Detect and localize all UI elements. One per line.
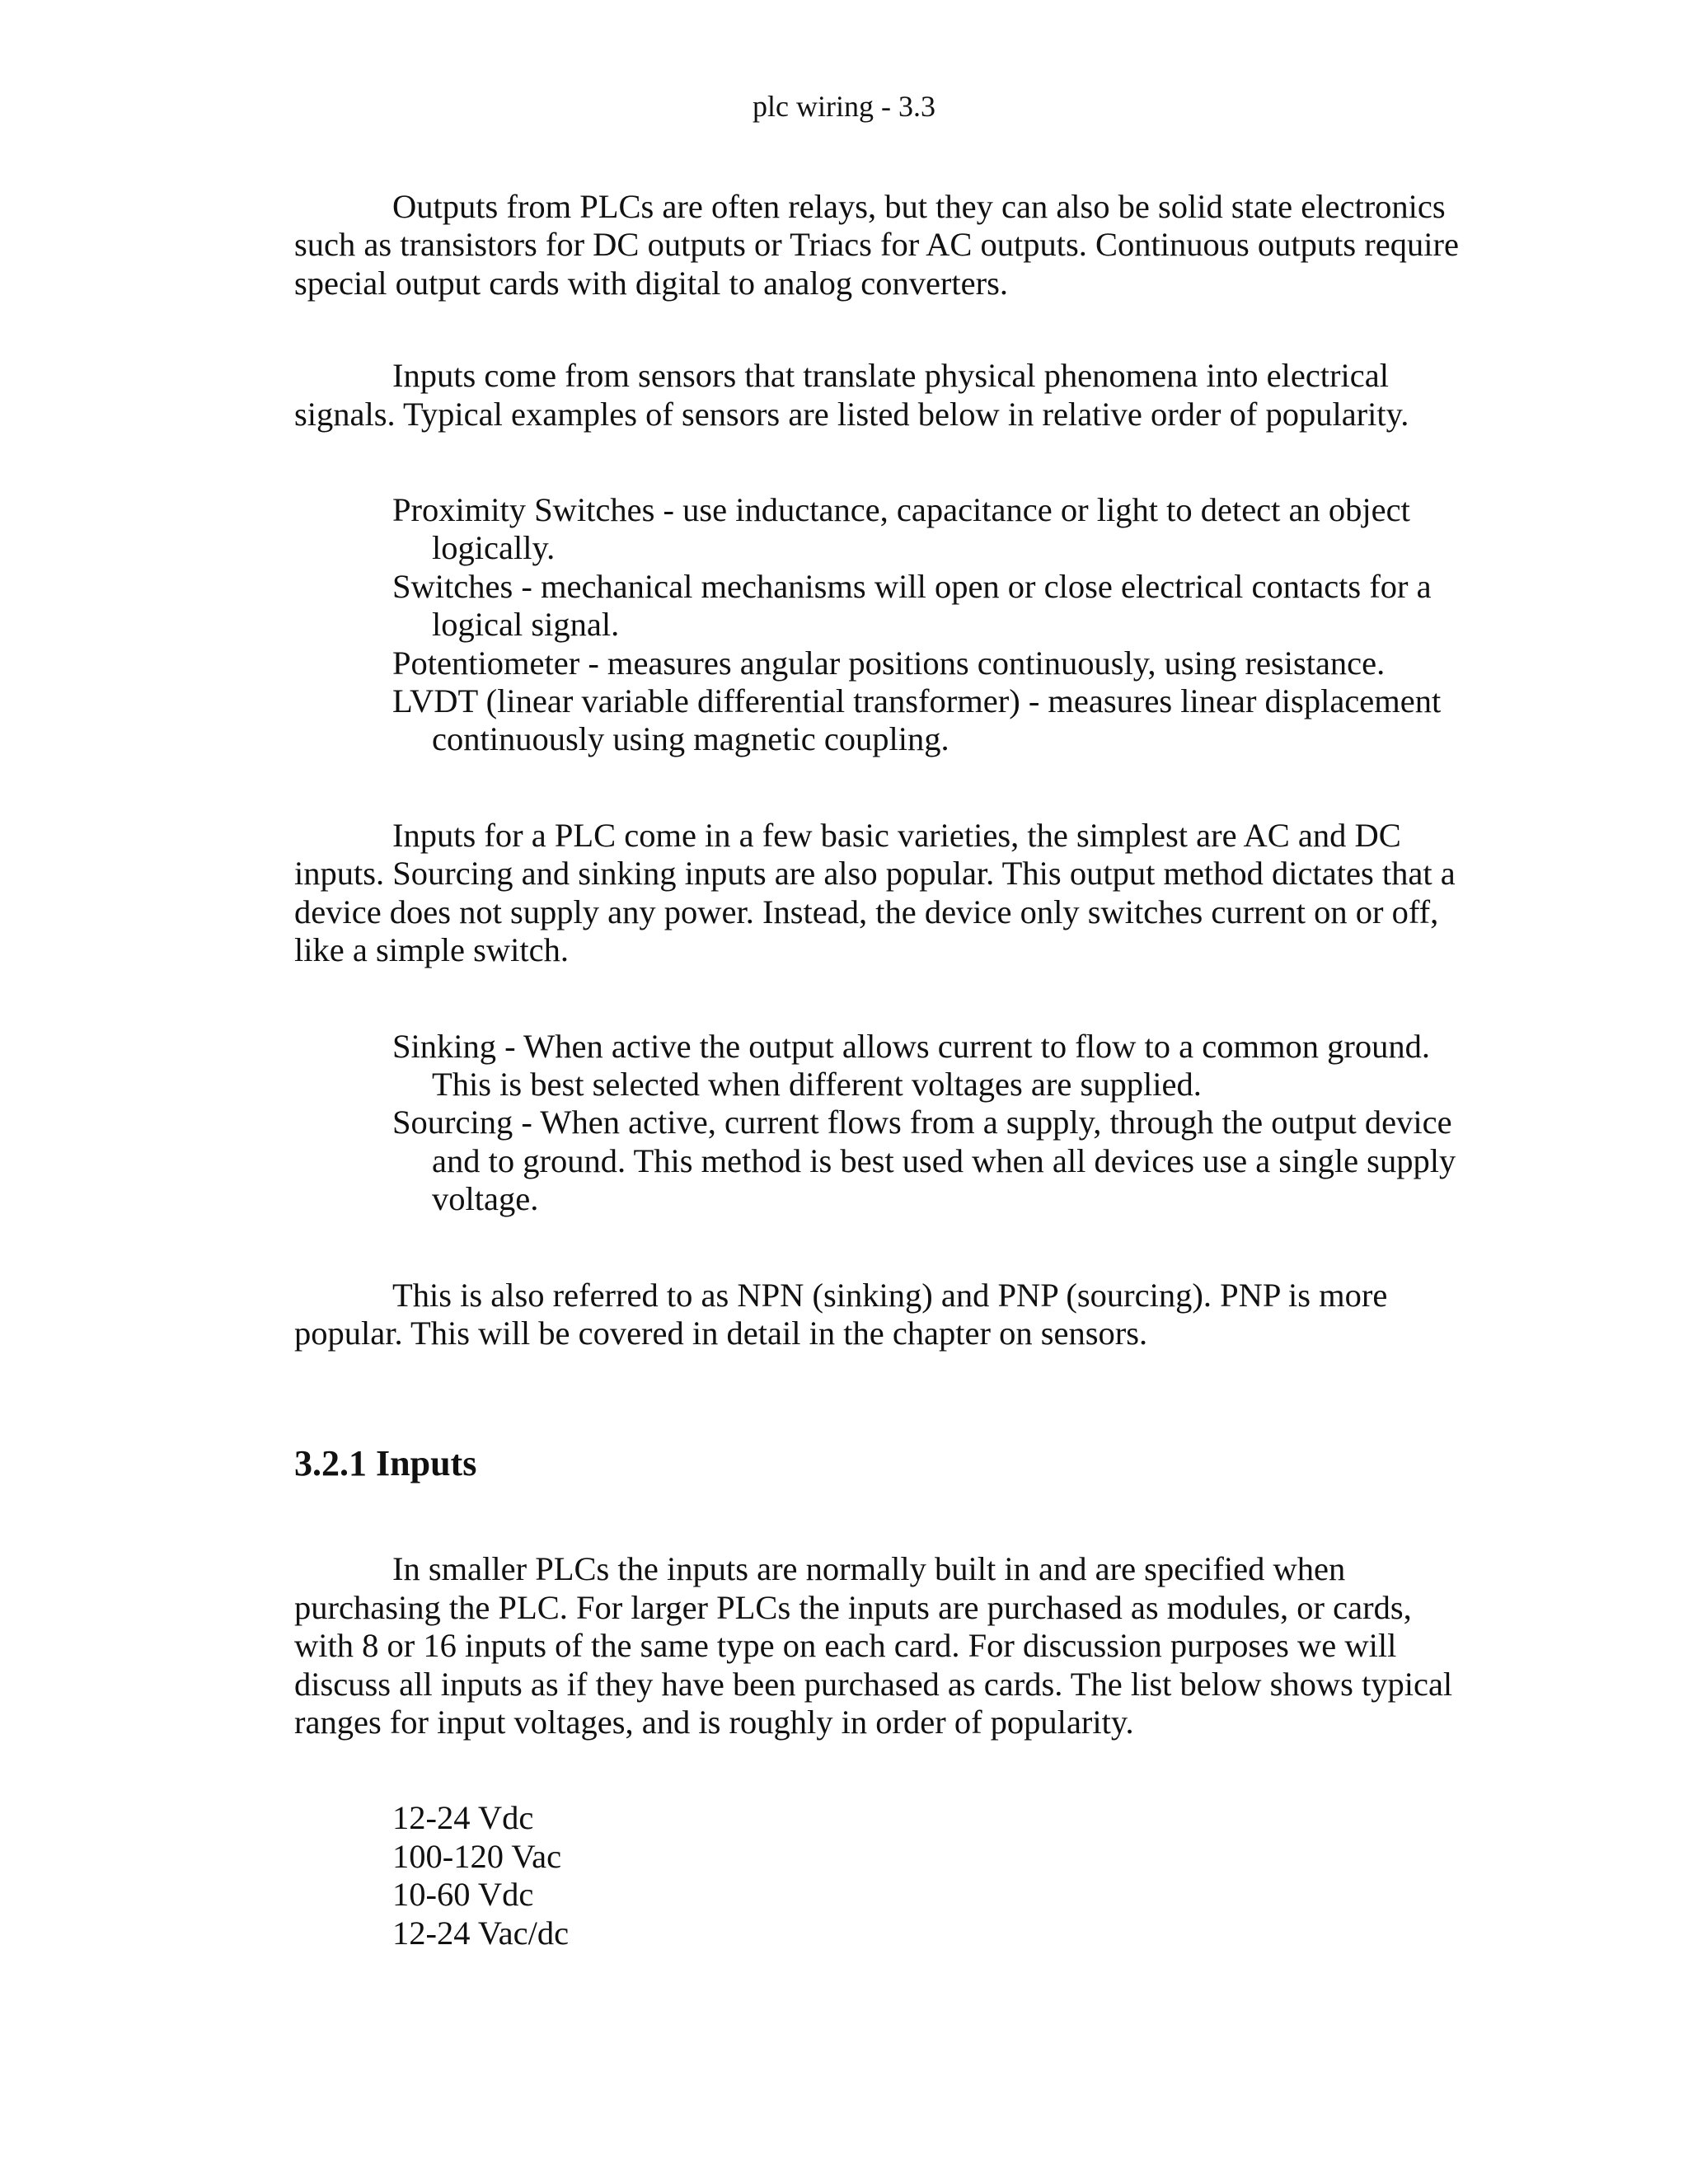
- sensor-item-proximity-switches: Proximity Switches - use inductance, capacitance or light to detect an object logically.: [392, 491, 1410, 567]
- sensor-item-switches: Switches - mechanical mechanisms will open or close electrical contacts for a logical signal.: [392, 567, 1432, 644]
- voltage-range-item: 100-120 Vac: [392, 1837, 562, 1875]
- output-type-sinking: Sinking - When active the output allows current to flow to a common ground. This is best selected when different voltages are supplied.: [392, 1027, 1431, 1103]
- spacer: [294, 759, 1465, 817]
- running-header: plc wiring - 3.3: [753, 90, 935, 123]
- npn-pnp-paragraph: This is also referred to as NPN (sinking) and PNP (sourcing). PNP is more popular. This will be covered in detail in the chapter on sensors.: [294, 1276, 1388, 1352]
- voltage-range-list: [392, 1799, 1465, 1952]
- spacer: [294, 970, 1465, 1028]
- inputs-intro-paragraph: Inputs come from sensors that translate physical phenomena into electrical signals. Typical examples of sensors are listed below in relative order of popularity.: [294, 357, 1409, 433]
- voltage-range-item: 12-24 Vac/dc: [392, 1914, 570, 1952]
- input-varieties-paragraph: Inputs for a PLC come in a few basic varieties, the simplest are AC and DC inputs. Sourcing and sinking inputs are also popular. This output method dictates that a device does not supply any power. Instead, the device only switches current on or off, like a simple switch.: [294, 816, 1456, 969]
- section-heading: 3.2.1 Inputs: [294, 1443, 477, 1484]
- sensor-item-potentiometer: Potentiometer - measures angular positions continuously, using resistance.: [392, 644, 1386, 682]
- spacer: [294, 1741, 1465, 1799]
- section-body-paragraph: In smaller PLCs the inputs are normally built in and are specified when purchasing the PLC. For larger PLCs the inputs are purchased as modules, or cards, with 8 or 16 inputs of the same type on each card. For discussion purposes we will discuss all inputs as if they have been purchased as cards. The list below shows typical ranges for input voltages, and is roughly in order of popularity.: [294, 1550, 1453, 1741]
- voltage-range-item: 10-60 Vdc: [392, 1876, 534, 1914]
- page-body: [294, 188, 1465, 1952]
- spacer: [294, 302, 1465, 357]
- output-type-list: [392, 1028, 1465, 1219]
- sensor-list: [392, 491, 1465, 759]
- voltage-range-item: 12-24 Vdc: [392, 1799, 534, 1837]
- sensor-item-lvdt: LVDT (linear variable differential transformer) - measures linear displacement continuously using magnetic coupling.: [392, 682, 1442, 758]
- outputs-paragraph: Outputs from PLCs are often relays, but they can also be solid state electronics such as transistors for DC outputs or Triacs for AC outputs. Continuous outputs require special output cards with digital to analog converters.: [294, 188, 1459, 302]
- spacer: [294, 1219, 1465, 1277]
- spacer: [294, 1484, 1465, 1550]
- output-type-sourcing: Sourcing - When active, current flows from a supply, through the output device and to ground. This method is best used when all devices use a single supply voltage.: [392, 1104, 1456, 1218]
- spacer: [294, 434, 1465, 491]
- spacer: [294, 1352, 1465, 1443]
